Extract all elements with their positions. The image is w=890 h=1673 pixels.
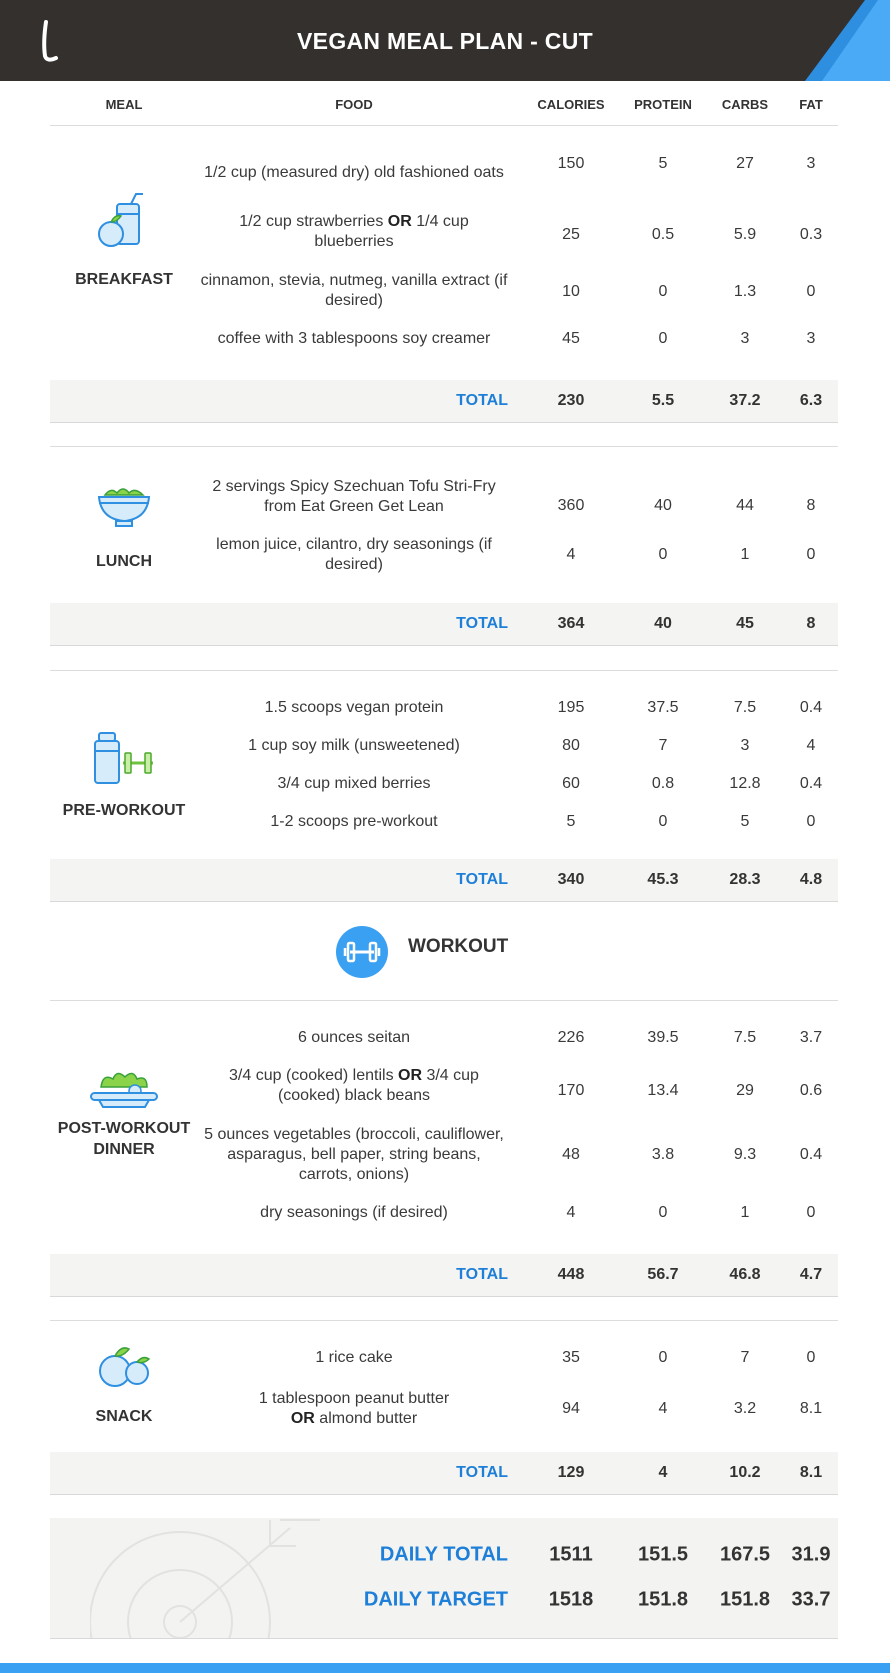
post-workout-dinner-section <box>50 1001 838 1254</box>
food-item: cinnamon, stevia, nutmeg, vanilla extract (if desired) <box>200 272 508 309</box>
dumbbell-icon <box>336 926 388 978</box>
total-calories: 340 <box>557 871 585 888</box>
fat-value: 0.4 <box>799 699 823 716</box>
total-label: TOTAL <box>456 1464 508 1481</box>
daily-total-calories: 1511 <box>549 1543 593 1566</box>
col-fat: FAT <box>799 97 823 112</box>
fat-value: 0.6 <box>799 1082 823 1099</box>
meal-label-post-workout-dinner: POST-WORKOUT DINNER <box>57 1120 191 1158</box>
calories-value: 45 <box>562 330 580 347</box>
protein-value: 4 <box>658 1400 668 1417</box>
post-workout-total-row <box>50 1254 838 1297</box>
daily-total-fat: 31.9 <box>791 1543 831 1566</box>
fat-value: 0 <box>806 1204 816 1221</box>
calories-value: 60 <box>562 775 580 792</box>
food-item: 1 tablespoon peanut butter OR almond butter <box>258 1390 450 1427</box>
food-item: 3/4 cup (cooked) lentils OR 3/4 cup (cooked) black beans <box>229 1067 479 1104</box>
protein-value: 5 <box>658 155 668 172</box>
food-item: 1 cup soy milk (unsweetened) <box>248 737 460 754</box>
carbs-value: 1 <box>740 1204 750 1221</box>
total-carbs: 37.2 <box>729 392 761 409</box>
daily-target-carbs: 151.8 <box>719 1588 771 1611</box>
protein-value: 0 <box>658 283 668 300</box>
salad-bowl-icon <box>89 485 159 545</box>
carbs-value: 1.3 <box>733 283 757 300</box>
calories-value: 4 <box>566 1204 576 1221</box>
calories-value: 25 <box>562 226 580 243</box>
fat-value: 8.1 <box>799 1400 823 1417</box>
food-item: coffee with 3 tablespoons soy creamer <box>217 330 491 347</box>
protein-value: 40 <box>654 497 672 514</box>
protein-value: 0 <box>658 1204 668 1221</box>
protein-value: 0 <box>658 1349 668 1366</box>
food-item: 2 servings Spicy Szechuan Tofu Stri-Fry from Eat Green Get Lean <box>212 478 496 515</box>
col-carbs: CARBS <box>721 97 769 112</box>
lunch-total-row <box>50 603 838 646</box>
carbs-value: 3.2 <box>733 1400 757 1417</box>
col-food: FOOD <box>335 97 373 112</box>
fat-value: 0.4 <box>799 1146 823 1163</box>
total-calories: 364 <box>557 615 585 632</box>
fat-value: 3.7 <box>799 1029 823 1046</box>
total-fat: 8.1 <box>799 1464 823 1481</box>
fat-value: 0 <box>806 813 816 830</box>
col-calories: CALORIES <box>537 97 605 112</box>
food-item: 1 rice cake <box>315 1349 393 1366</box>
breakfast-section <box>50 126 838 380</box>
protein-value: 0 <box>658 813 668 830</box>
total-fat: 4.8 <box>799 871 823 888</box>
food-item: 6 ounces seitan <box>297 1029 411 1046</box>
daily-total-label: DAILY TOTAL <box>379 1543 508 1566</box>
total-calories: 129 <box>557 1464 585 1481</box>
carbs-value: 27 <box>736 155 754 172</box>
workout-divider <box>50 902 838 1001</box>
food-item: 1-2 scoops pre-workout <box>270 813 438 830</box>
apple-smoothie-icon <box>89 190 159 250</box>
carbs-value: 29 <box>736 1082 754 1099</box>
pre-workout-total-row <box>50 859 838 902</box>
total-label: TOTAL <box>456 392 508 409</box>
total-fat: 8 <box>806 615 816 632</box>
protein-value: 13.4 <box>647 1082 679 1099</box>
footer-accent-bar <box>0 1663 890 1673</box>
meal-label-breakfast: BREAKFAST <box>75 271 173 288</box>
fat-value: 0 <box>806 1349 816 1366</box>
total-protein: 40 <box>654 615 672 632</box>
workout-label: WORKOUT <box>408 936 509 957</box>
carbs-value: 5 <box>740 813 750 830</box>
carbs-value: 7.5 <box>733 699 757 716</box>
header-banner <box>0 0 890 81</box>
meal-table <box>50 81 838 1639</box>
meal-label-lunch: LUNCH <box>96 553 152 570</box>
meal-label-snack: SNACK <box>95 1408 153 1425</box>
page-title: VEGAN MEAL PLAN - CUT <box>297 28 593 54</box>
fat-value: 4 <box>806 737 816 754</box>
calories-value: 48 <box>562 1146 580 1163</box>
protein-value: 7 <box>658 737 668 754</box>
header-accent-stripes <box>770 0 890 81</box>
carbs-value: 9.3 <box>733 1146 757 1163</box>
target-arrow-watermark-icon <box>90 1518 320 1638</box>
total-protein: 5.5 <box>651 392 675 409</box>
daily-target-label: DAILY TARGET <box>363 1588 508 1611</box>
fat-value: 0 <box>806 283 816 300</box>
carbs-value: 3 <box>740 737 750 754</box>
total-label: TOTAL <box>456 615 508 632</box>
protein-value: 0 <box>658 546 668 563</box>
carbs-value: 7 <box>740 1349 750 1366</box>
calories-value: 5 <box>566 813 576 830</box>
food-item: 5 ounces vegetables (broccoli, cauliflower, asparagus, bell paper, string beans, carrots, onions) <box>204 1126 504 1183</box>
fat-value: 0 <box>806 546 816 563</box>
protein-value: 0 <box>658 330 668 347</box>
total-calories: 230 <box>557 392 585 409</box>
food-item: 1/2 cup (measured dry) old fashioned oats <box>204 164 504 181</box>
protein-value: 3.8 <box>651 1146 675 1163</box>
fat-value: 0.3 <box>799 226 823 243</box>
calories-value: 195 <box>557 699 585 716</box>
col-meal: MEAL <box>105 97 143 112</box>
lunch-section <box>50 446 838 603</box>
protein-value: 0.5 <box>651 226 675 243</box>
shaker-dumbbell-icon <box>89 729 159 789</box>
total-fat: 4.7 <box>799 1266 823 1283</box>
fat-value: 3 <box>806 330 816 347</box>
total-calories: 448 <box>557 1266 585 1283</box>
daily-summary <box>50 1518 838 1639</box>
carbs-value: 12.8 <box>729 775 761 792</box>
food-item: 1.5 scoops vegan protein <box>264 699 444 716</box>
calories-value: 35 <box>562 1349 580 1366</box>
calories-value: 150 <box>557 155 585 172</box>
carbs-value: 3 <box>740 330 750 347</box>
carbs-value: 7.5 <box>733 1029 757 1046</box>
total-fat: 6.3 <box>799 392 823 409</box>
pre-workout-section <box>50 670 838 859</box>
calories-value: 94 <box>562 1400 580 1417</box>
fat-value: 0.4 <box>799 775 823 792</box>
total-carbs: 46.8 <box>729 1266 761 1283</box>
fat-value: 3 <box>806 155 816 172</box>
calories-value: 170 <box>557 1082 585 1099</box>
calories-value: 360 <box>557 497 585 514</box>
total-label: TOTAL <box>456 1266 508 1283</box>
meal-label-pre-workout: PRE-WORKOUT <box>62 802 186 819</box>
carbs-value: 44 <box>736 497 754 514</box>
daily-target-protein: 151.8 <box>637 1588 689 1611</box>
daily-target-calories: 1518 <box>548 1588 594 1611</box>
dinner-plate-icon <box>89 1065 159 1125</box>
breakfast-total-row <box>50 380 838 423</box>
food-item: dry seasonings (if desired) <box>260 1204 448 1221</box>
total-protein: 45.3 <box>647 871 679 888</box>
food-item: 3/4 cup mixed berries <box>277 775 431 792</box>
calories-value: 80 <box>562 737 580 754</box>
food-item: 1/2 cup strawberries OR 1/4 cup blueberries <box>239 213 469 250</box>
protein-value: 0.8 <box>651 775 675 792</box>
daily-target-fat: 33.7 <box>791 1588 831 1611</box>
col-protein: PROTEIN <box>634 97 692 112</box>
calories-value: 226 <box>557 1029 585 1046</box>
total-carbs: 28.3 <box>729 871 761 888</box>
carbs-value: 5.9 <box>733 226 757 243</box>
total-carbs: 10.2 <box>729 1464 761 1481</box>
total-protein: 4 <box>658 1464 668 1481</box>
total-carbs: 45 <box>736 615 754 632</box>
column-header-row <box>50 81 838 126</box>
apples-icon <box>89 1335 159 1395</box>
fat-value: 8 <box>806 497 816 514</box>
protein-value: 37.5 <box>647 699 679 716</box>
calories-value: 4 <box>566 546 576 563</box>
total-protein: 56.7 <box>647 1266 679 1283</box>
snack-section <box>50 1320 838 1452</box>
food-item: lemon juice, cilantro, dry seasonings (if desired) <box>216 536 492 573</box>
snack-total-row <box>50 1452 838 1495</box>
carbs-value: 1 <box>740 546 750 563</box>
total-label: TOTAL <box>456 871 508 888</box>
calories-value: 10 <box>562 283 580 300</box>
daily-total-protein: 151.5 <box>637 1543 689 1566</box>
protein-value: 39.5 <box>647 1029 679 1046</box>
daily-total-carbs: 167.5 <box>719 1543 771 1566</box>
